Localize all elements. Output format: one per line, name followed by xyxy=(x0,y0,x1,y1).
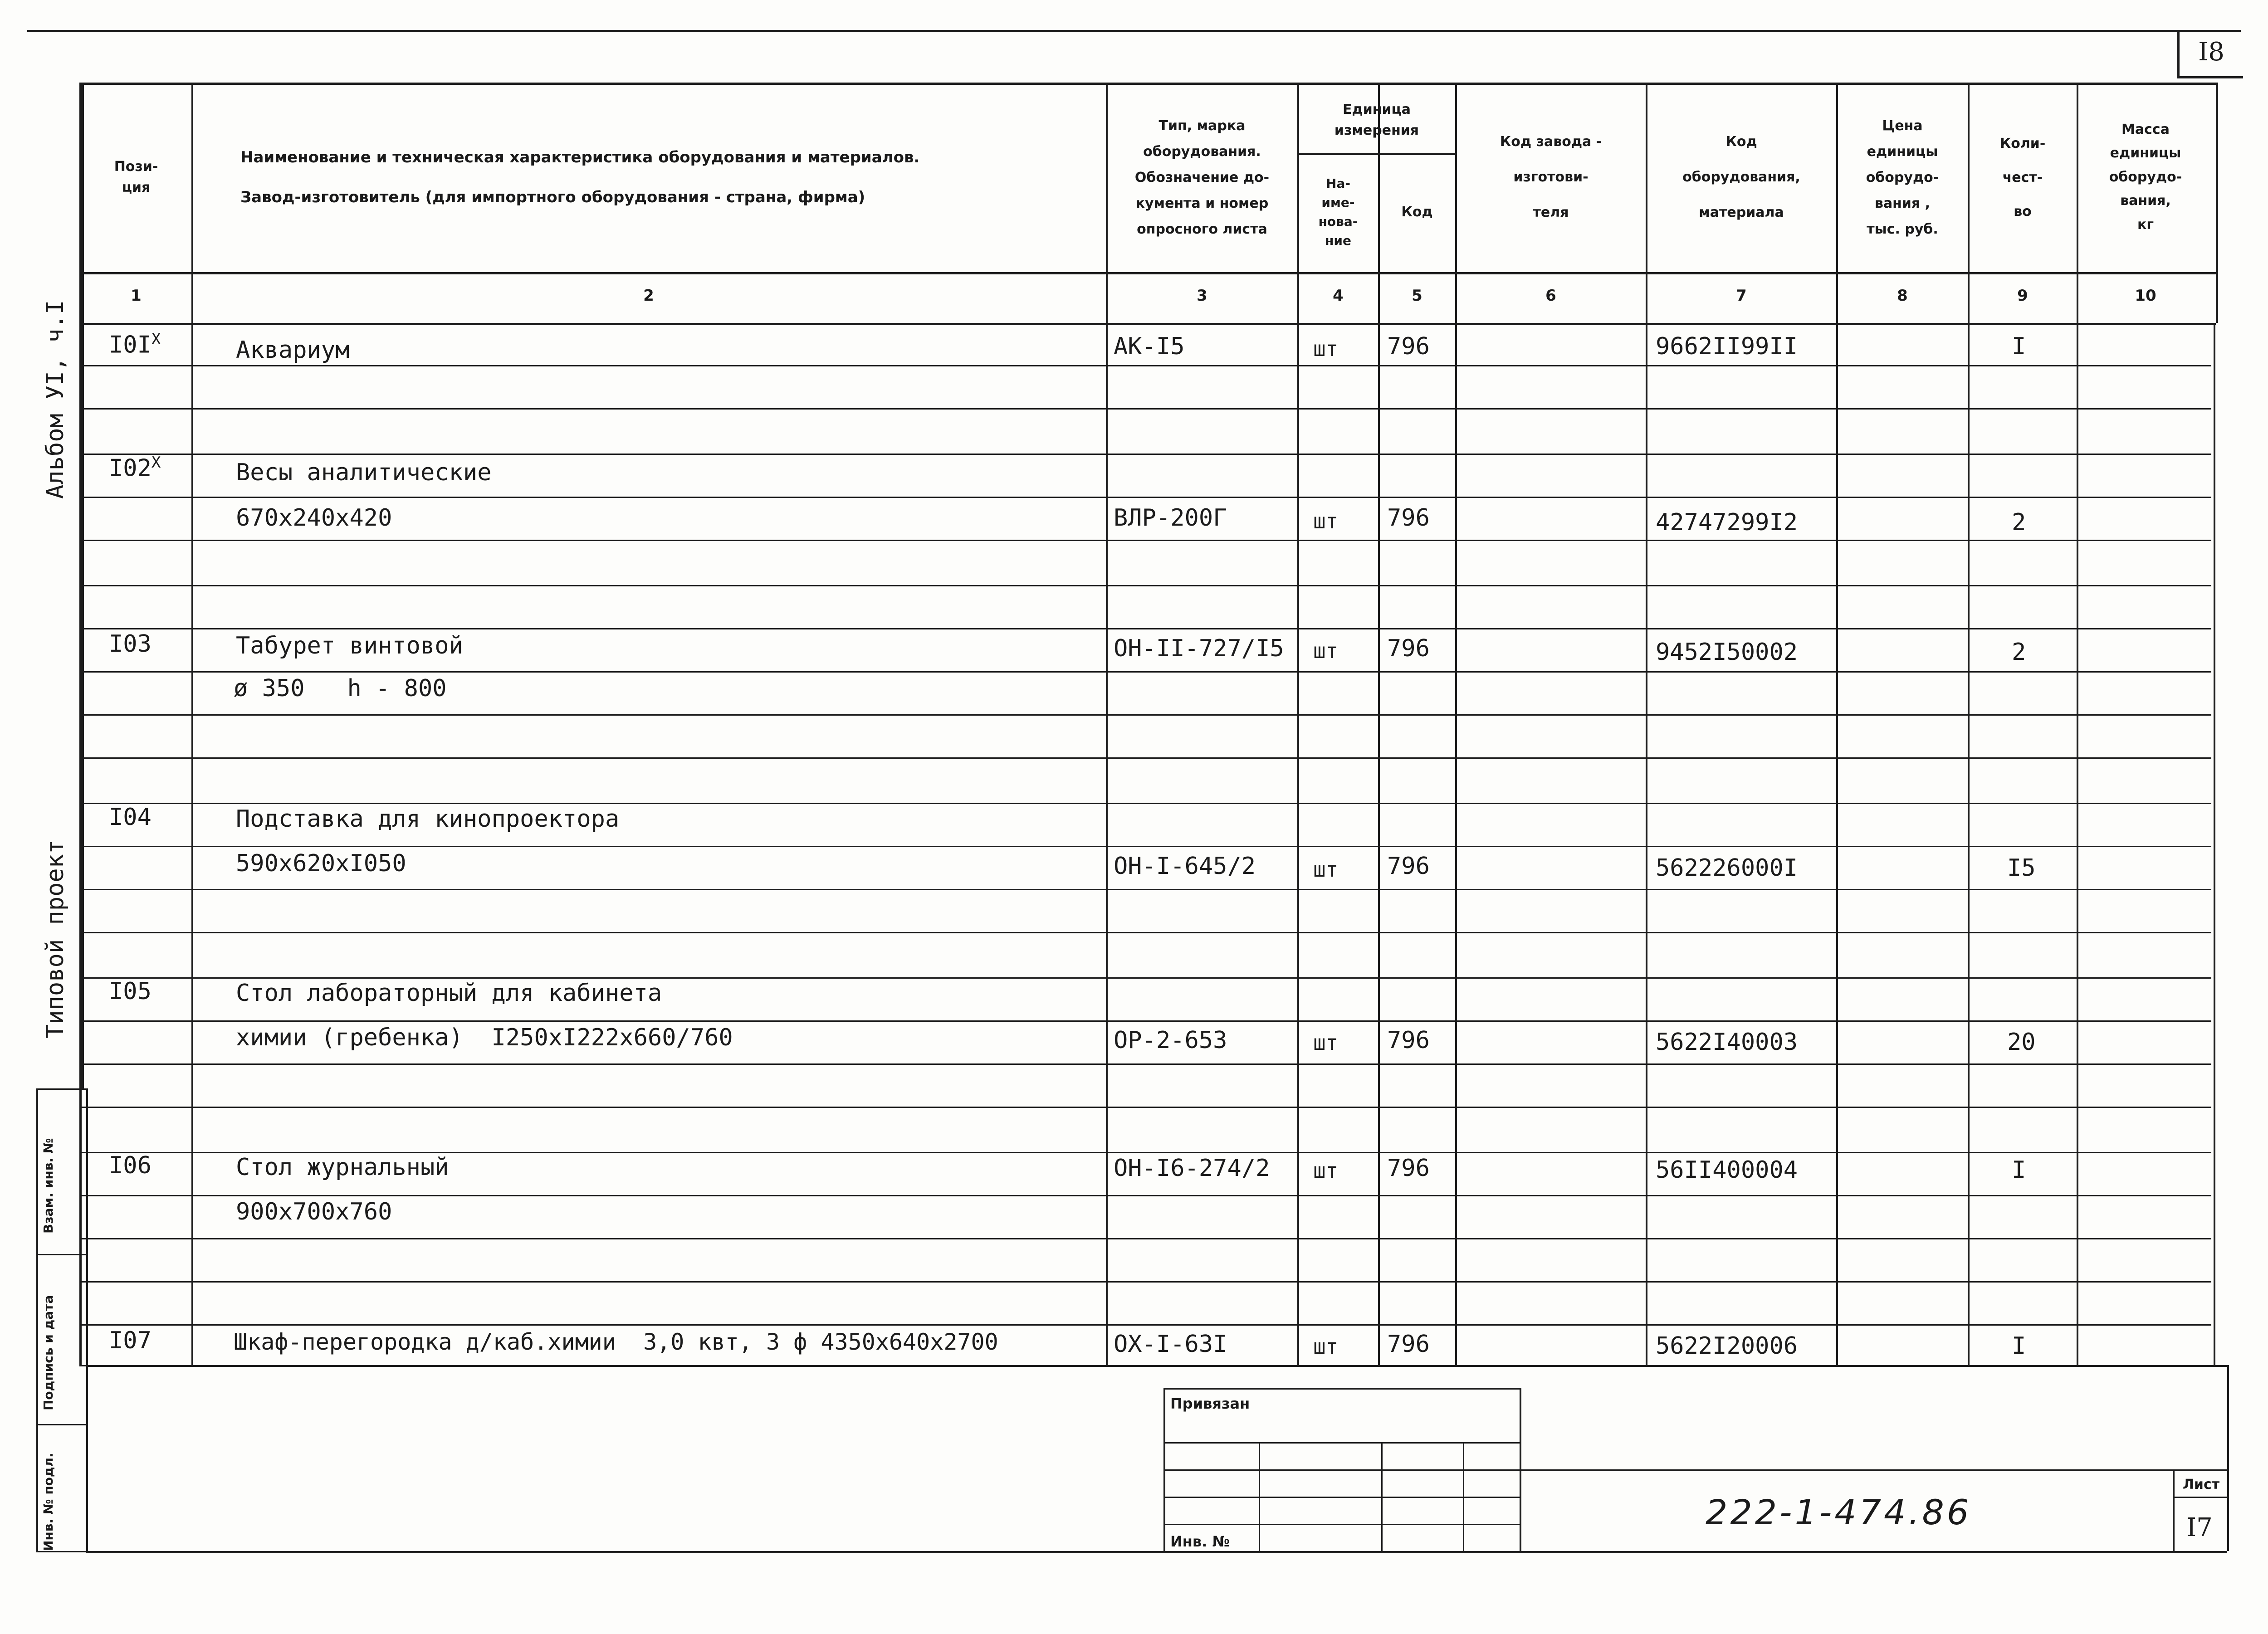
frame-right xyxy=(2227,1365,2229,1551)
body-right-border xyxy=(2214,323,2215,1366)
stamp-inv-label: Инв. № xyxy=(1170,1533,1230,1550)
side-label-project: Типовой проект xyxy=(42,839,69,1039)
sheet-box-left xyxy=(2173,1469,2175,1551)
row-7-type: ОХ-I-63I xyxy=(1114,1331,1227,1358)
column-number-6: 6 xyxy=(1545,287,1556,305)
document-code: 222-1-474.86 xyxy=(1706,1492,1972,1532)
header-unit-code: Код xyxy=(1401,204,1433,220)
row-2-material-code: 42747299I2 xyxy=(1656,509,1798,536)
top-sheet-number: I8 xyxy=(2198,37,2224,67)
row-divider xyxy=(79,540,2211,541)
header-bottom-border xyxy=(79,272,2216,274)
side-label-album: Альбом УI, ч.I xyxy=(42,300,69,499)
row-5-material-code: 5622I40003 xyxy=(1656,1029,1798,1056)
top-sheet-number-box xyxy=(2177,31,2243,78)
row-3-name-dims: ø 350 h - 800 xyxy=(234,675,447,702)
header-unit: Единица измерения xyxy=(1334,101,1419,138)
row-divider xyxy=(79,323,2211,324)
row-2-name-dims: 670х240х420 xyxy=(236,504,392,532)
row-divider xyxy=(79,497,2211,498)
row-divider xyxy=(79,1238,2211,1239)
row-3-material-code: 9452I50002 xyxy=(1656,639,1798,666)
row-3-position: I03 xyxy=(109,630,152,658)
row-4-unit: шт xyxy=(1313,857,1339,882)
row-4-name-dims: 590х620хI050 xyxy=(236,850,406,877)
row-divider xyxy=(79,889,2211,890)
binding-strip-top xyxy=(36,1088,86,1090)
row-5-unit: шт xyxy=(1313,1030,1339,1055)
row-2-position: $I02^X$ xyxy=(109,454,161,482)
row-6-position: I06 xyxy=(109,1152,152,1179)
binding-strip-right xyxy=(86,1088,88,1551)
row-6-name: Стол журнальный xyxy=(236,1154,449,1181)
row-1-type: АК-I5 xyxy=(1114,333,1185,360)
row-6-unit: шт xyxy=(1313,1158,1339,1183)
row-3-unit-code: 796 xyxy=(1387,635,1430,662)
row-2-quantity: 2 xyxy=(2012,509,2026,536)
column-number-9: 9 xyxy=(2017,287,2028,305)
row-divider xyxy=(79,1195,2211,1196)
column-divider xyxy=(2077,83,2078,1365)
row-divider xyxy=(79,365,2211,366)
row-3-name: Табурет винтовой xyxy=(236,632,463,659)
binding-strip-left xyxy=(36,1088,38,1551)
row-4-material-code: 562226000I xyxy=(1656,854,1798,882)
row-1-quantity: I xyxy=(2012,333,2026,360)
row-divider xyxy=(79,1063,2211,1065)
header-factory-code: Код завода - изготови- теля xyxy=(1500,134,1602,220)
row-4-type: ОН-I-645/2 xyxy=(1114,853,1256,880)
row-6-material-code: 56II400004 xyxy=(1656,1156,1798,1184)
row-4-position: I04 xyxy=(109,804,152,831)
column-divider xyxy=(1106,83,1108,1365)
table-bottom-border xyxy=(86,1365,2227,1367)
row-2-unit-code: 796 xyxy=(1387,504,1430,532)
row-5-name: Стол лабораторный для кабинета xyxy=(236,980,662,1007)
row-divider xyxy=(79,714,2211,716)
row-5-position: I05 xyxy=(109,978,152,1005)
binding-strip-div-1 xyxy=(36,1254,86,1255)
row-divider xyxy=(79,1281,2211,1283)
header-unit-name: На- име- нова- ние xyxy=(1318,176,1358,248)
column-number-4: 4 xyxy=(1333,287,1344,305)
row-2-type: ВЛР-200Г xyxy=(1114,504,1227,532)
frame-bottom xyxy=(86,1551,2227,1553)
header-material-code: Код оборудования, материала xyxy=(1682,134,1800,220)
stamp-col-3 xyxy=(1463,1442,1464,1551)
row-7-material-code: 5622I20006 xyxy=(1656,1332,1798,1360)
row-5-type: ОР-2-653 xyxy=(1114,1027,1227,1054)
row-divider xyxy=(79,408,2211,410)
row-6-unit-code: 796 xyxy=(1387,1155,1430,1182)
row-divider xyxy=(79,454,2211,455)
column-number-8: 8 xyxy=(1897,287,1908,305)
row-7-unit-code: 796 xyxy=(1387,1331,1430,1358)
row-5-unit-code: 796 xyxy=(1387,1027,1430,1054)
top-rule xyxy=(27,30,2241,32)
header-position: Пози- ция xyxy=(114,158,158,195)
stamp-line-4 xyxy=(1163,1524,1520,1525)
row-divider xyxy=(79,1020,2211,1022)
stamp-line-3 xyxy=(1163,1497,1520,1498)
row-1-unit-code: 796 xyxy=(1387,333,1430,360)
row-3-quantity: 2 xyxy=(2012,639,2026,666)
row-2-name: Весы аналитические xyxy=(236,459,492,486)
binding-strip-bottom xyxy=(36,1551,86,1552)
row-divider xyxy=(79,757,2211,759)
row-6-name-dims: 900х700х760 xyxy=(236,1198,392,1225)
row-1-position: $I0I^X$ xyxy=(109,330,161,359)
row-divider xyxy=(79,628,2211,629)
row-divider xyxy=(79,1107,2211,1108)
row-divider xyxy=(79,1324,2211,1326)
row-divider xyxy=(79,977,2211,979)
stamp-line-1 xyxy=(1163,1442,1520,1444)
column-divider xyxy=(1968,83,1970,1365)
row-divider xyxy=(79,1152,2211,1153)
row-divider xyxy=(79,932,2211,933)
row-6-quantity: I xyxy=(2012,1156,2026,1184)
row-2-unit: шт xyxy=(1313,509,1339,533)
column-divider xyxy=(1646,83,1647,1365)
side-strip-label-3: Взам. инв. № xyxy=(41,1138,56,1234)
side-strip-label-2: Подпись и дата xyxy=(41,1295,56,1410)
row-1-unit: шт xyxy=(1313,337,1339,361)
row-7-quantity: I xyxy=(2012,1332,2026,1360)
column-number-10: 10 xyxy=(2135,287,2156,305)
doc-code-top xyxy=(1520,1469,2227,1471)
row-1-name: Аквариум xyxy=(236,337,350,364)
sheet-label: Лист xyxy=(2183,1477,2220,1493)
row-5-quantity: 20 xyxy=(2007,1029,2036,1056)
stamp-bound-label: Привязан xyxy=(1170,1395,1250,1412)
column-number-5: 5 xyxy=(1412,287,1422,305)
row-3-unit: шт xyxy=(1313,639,1339,663)
row-divider xyxy=(79,585,2211,586)
sheet-number: I7 xyxy=(2186,1513,2213,1542)
header-quantity: Коли- чест- во xyxy=(1999,135,2046,219)
sheet-box-divider xyxy=(2173,1497,2227,1498)
column-divider xyxy=(1455,83,1457,1365)
row-4-quantity: I5 xyxy=(2007,854,2036,882)
column-number-1: 1 xyxy=(131,287,142,305)
header-mass: Масса единицы оборудо- вания, кг xyxy=(2109,121,2182,233)
column-number-3: 3 xyxy=(1197,287,1207,305)
column-divider xyxy=(1297,83,1299,1365)
row-5-name-dims: химии (гребенка) I250хI222х660/760 xyxy=(236,1024,733,1051)
header-type: Тип, марка оборудования. Обозначение до- кумента и номер опросного листа xyxy=(1134,117,1270,237)
row-7-name: Шкаф-перегородка д/каб.химии 3,0 квт, 3 ф 4350х640х2700 xyxy=(234,1329,998,1355)
row-7-position: I07 xyxy=(109,1327,152,1354)
row-divider xyxy=(79,671,2211,673)
row-4-name: Подставка для кинопроектора xyxy=(236,805,620,833)
column-number-2: 2 xyxy=(643,287,654,305)
header-name: Наименование и техническая характеристика оборудования и материалов. Завод-изготовитель (для импортного оборудования - страна, фирма) xyxy=(240,148,920,206)
stamp-col-2 xyxy=(1381,1442,1383,1551)
stamp-col-1 xyxy=(1259,1442,1260,1551)
binding-strip-div-2 xyxy=(36,1424,86,1425)
column-divider xyxy=(1836,83,1838,1365)
stamp-line-2 xyxy=(1163,1469,1520,1471)
column-number-7: 7 xyxy=(1736,287,1747,305)
row-divider xyxy=(79,803,2211,804)
row-3-type: ОН-II-727/I5 xyxy=(1114,635,1284,662)
row-6-type: ОН-I6-274/2 xyxy=(1114,1155,1270,1182)
side-strip-label-1: Инв. № подл. xyxy=(41,1453,56,1551)
table-right-border xyxy=(2216,83,2218,323)
row-divider xyxy=(79,846,2211,847)
column-divider xyxy=(191,83,193,1365)
column-divider xyxy=(1378,83,1380,1365)
header-price: Цена единицы оборудо- вания , тыс. руб. xyxy=(1866,117,1939,237)
stamp-top xyxy=(1163,1388,1520,1390)
row-1-material-code: 9662II99II xyxy=(1656,333,1798,360)
row-7-unit: шт xyxy=(1313,1334,1339,1359)
row-4-unit-code: 796 xyxy=(1387,853,1430,880)
